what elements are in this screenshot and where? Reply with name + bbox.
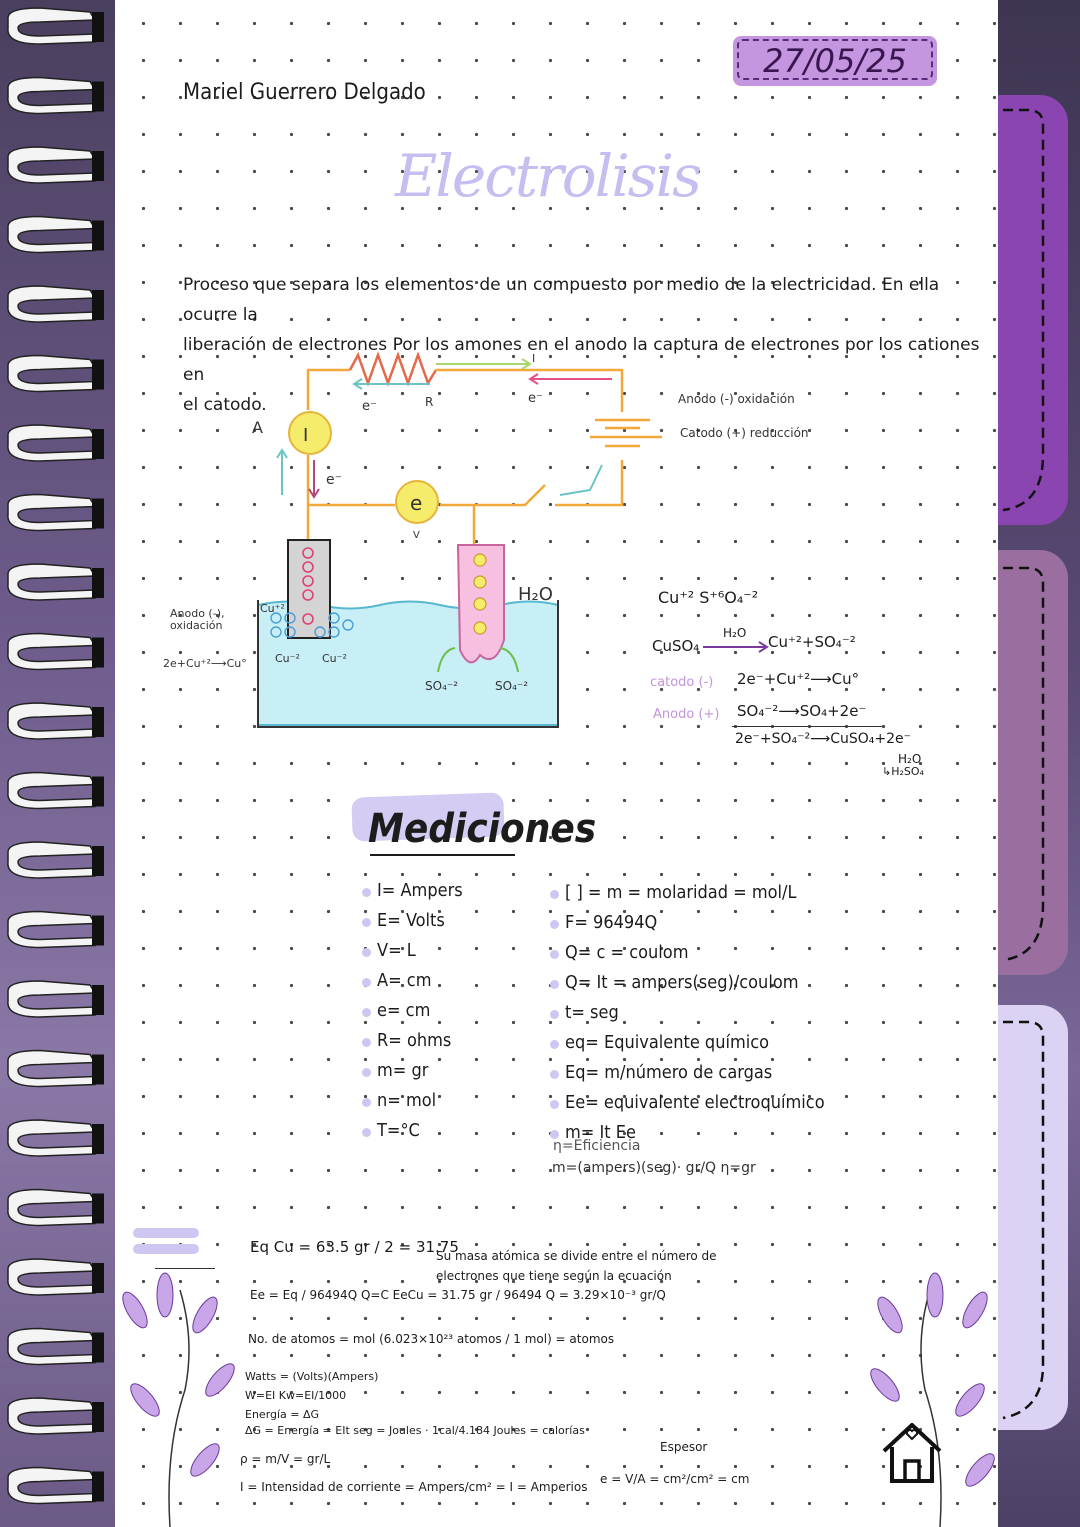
reaction-5b: ↳H₂SO₄ — [882, 765, 924, 778]
reaction-3: SO₄⁻²⟶SO₄+2e⁻ — [737, 702, 867, 720]
bullet-dot — [362, 888, 371, 897]
list-item-text: [ ] = m = molaridad = mol/L — [565, 882, 797, 903]
reaction-4: 2e⁻+SO₄⁻²⟶CuSO₄+2e⁻ — [735, 731, 912, 747]
home-icon[interactable] — [878, 1415, 946, 1487]
list-item-text: Eq= m/número de cargas — [565, 1062, 773, 1083]
e-left-label: e⁻ — [362, 399, 377, 414]
list-item-text: eq= Equivalente químico — [565, 1032, 770, 1053]
bullet-dot — [550, 980, 559, 989]
note-line-2: electrones que tiene según la ecuación — [436, 1269, 672, 1283]
list-item-text: Q= It = ampers(seg)/coulom — [565, 972, 799, 993]
amp-letter: A — [252, 418, 263, 437]
cu-top-label: Cu⁺² — [260, 602, 285, 615]
bullet-dot — [550, 1070, 559, 1079]
spiral-ring — [8, 912, 95, 948]
anodo-left-note: Anodo (-), oxidación — [170, 607, 225, 632]
spiral-ring — [8, 1468, 95, 1504]
spiral-hole — [92, 1402, 104, 1432]
bullet-dot — [550, 890, 559, 899]
page-title: Electrolisis — [395, 142, 700, 210]
cu-left-label: Cu⁻² — [275, 652, 300, 665]
spiral-ring — [8, 1120, 95, 1156]
spiral-ring — [8, 1329, 95, 1365]
bullet-dot — [550, 920, 559, 929]
spiral-hole — [92, 846, 104, 876]
espesor-label: Espesor — [660, 1440, 708, 1454]
bullet-dot — [362, 1038, 371, 1047]
bullet-dot — [362, 1098, 371, 1107]
eq-cu-formula: Eq Cu = 63.5 gr / 2 = 31.75 — [250, 1238, 459, 1256]
bullet-dot — [550, 1010, 559, 1019]
divider-line — [155, 1268, 215, 1269]
list-item-text: e= cm — [377, 1000, 431, 1021]
spiral-hole — [92, 1124, 104, 1154]
bullet-dot — [550, 1100, 559, 1109]
list-item-text: V= L — [377, 940, 416, 961]
bullet-dot — [550, 950, 559, 959]
volt-v-label: V — [413, 530, 420, 541]
spiral-hole — [92, 1333, 104, 1363]
list-item-text: Ee= equivalente electroquímico — [565, 1092, 825, 1113]
spiral-ring — [8, 1398, 95, 1434]
intro-line: liberación de electrones Por los amones en el anodo la captura de electrones por los cationes en — [183, 335, 980, 385]
thickness-formula: e = V/A = cm²/cm² = cm — [600, 1472, 750, 1486]
energy-formula: Energía = ΔG — [245, 1408, 320, 1421]
list-item-text: F= 96494Q — [565, 912, 658, 933]
current-label: I — [532, 352, 536, 365]
reaction-left: 2e+Cu⁺²⟶Cu° — [163, 657, 247, 670]
list-item-text: T=°C — [377, 1120, 420, 1141]
highlight-bar — [133, 1244, 199, 1254]
water-label: H₂O — [518, 584, 553, 605]
flower-right-decoration — [860, 1270, 998, 1527]
list-item-text: m= gr — [377, 1060, 429, 1081]
current-intensity-formula: I = Intensidad de corriente = Ampers/cm² = I = Amperios — [240, 1480, 588, 1494]
reaction-2-label: catodo (-) — [650, 675, 714, 690]
bullet-dot — [362, 1008, 371, 1017]
spiral-ring — [8, 1259, 95, 1295]
e-right-label: e⁻ — [528, 391, 543, 406]
eficiencia-label: η=Eficiencia — [553, 1138, 641, 1154]
reaction-1-right: Cu⁺²+SO₄⁻² — [768, 633, 856, 651]
atoms-formula: No. de atomos = mol (6.023×10²³ atomos / 1 mol) = atomos — [248, 1332, 615, 1346]
spiral-ring — [8, 842, 95, 878]
reaction-1-over: H₂O — [723, 626, 747, 640]
ammeter — [289, 412, 331, 454]
list-item-text: m= It Ee — [565, 1122, 636, 1143]
spiral-hole — [92, 1263, 104, 1293]
bullet-dot — [362, 1128, 371, 1137]
spiral-hole — [92, 1055, 104, 1085]
reaction-2: 2e⁻+Cu⁺²⟶Cu° — [737, 670, 860, 688]
intro-line: Proceso que separa los elementos de un compuesto por medio de la electricidad. En ella ocurre la — [183, 275, 940, 325]
list-item-text: t= seg — [565, 1002, 619, 1023]
watts-formula: Watts = (Volts)(Ampers) — [245, 1370, 379, 1383]
reaction-arrow — [703, 640, 773, 654]
list-item-text: A= cm — [377, 970, 432, 991]
so4-right-label: SO₄⁻² — [495, 679, 529, 693]
date-text: 27/05/25 — [763, 42, 907, 80]
ee-formula: Ee = Eq / 96494Q Q=C EeCu = 31.75 gr / 96494 Q = 3.29×10⁻³ gr/Q — [250, 1288, 666, 1302]
bullet-dot — [362, 1068, 371, 1077]
author-name: Mariel Guerrero Delgado — [183, 80, 426, 105]
spiral-ring — [8, 1190, 95, 1226]
gibbs-formula: ΔG = Energía = EIt seg = Joules · 1cal/4.184 Joules = calorías — [245, 1424, 585, 1437]
flower-left-decoration — [110, 1270, 250, 1527]
ions-label: Cu⁺² S⁺⁶O₄⁻² — [658, 588, 759, 607]
bullet-dot — [550, 1040, 559, 1049]
cu-right-label: Cu⁻² — [322, 652, 347, 665]
spiral-hole — [92, 916, 104, 946]
power-formula: W=EI Kw=EI/1000 — [245, 1389, 347, 1402]
mediciones-title: Mediciones — [368, 806, 597, 852]
resistor-label: R — [425, 395, 434, 409]
e-down-label: e⁻ — [326, 472, 343, 488]
anodo-note: Anodo (-) oxidación — [678, 392, 795, 406]
bullet-dot — [362, 978, 371, 987]
list-item-text: I= Ampers — [377, 880, 463, 901]
reaction-1-left: CuSO₄ — [652, 637, 700, 655]
intro-line: el catodo. — [183, 395, 267, 415]
density-formula: ρ = m/V = gr/L — [240, 1452, 331, 1466]
highlight-bar — [133, 1228, 199, 1238]
spiral-ring — [8, 981, 95, 1017]
ammeter-label: I — [303, 425, 309, 446]
reaction-3-label: Anodo (+) — [653, 707, 720, 722]
spiral-hole — [92, 985, 104, 1015]
spiral-hole — [92, 1194, 104, 1224]
so4-left-label: SO₄⁻² — [425, 679, 459, 693]
bullet-dot — [362, 948, 371, 957]
list-item-text: Q= c = coulom — [565, 942, 689, 963]
reaction-5a: H₂O — [898, 752, 922, 766]
list-item-text: R= ohms — [377, 1030, 452, 1051]
catodo-note: Catodo (+) reducción — [680, 426, 809, 440]
spiral-hole — [92, 1472, 104, 1502]
note-line-1: Su masa atómica se divide entre el número de — [436, 1249, 717, 1263]
bullet-dot — [362, 918, 371, 927]
title-underline — [370, 854, 515, 856]
list-item-text: E= Volts — [377, 910, 445, 931]
list-item-text: n= mol — [377, 1090, 437, 1111]
voltmeter-label: e — [410, 491, 423, 515]
sum-line — [732, 726, 882, 727]
spiral-ring — [8, 1051, 95, 1087]
mass-formula: m=(ampers)(seg)· gr/Q η=gr — [552, 1160, 756, 1176]
